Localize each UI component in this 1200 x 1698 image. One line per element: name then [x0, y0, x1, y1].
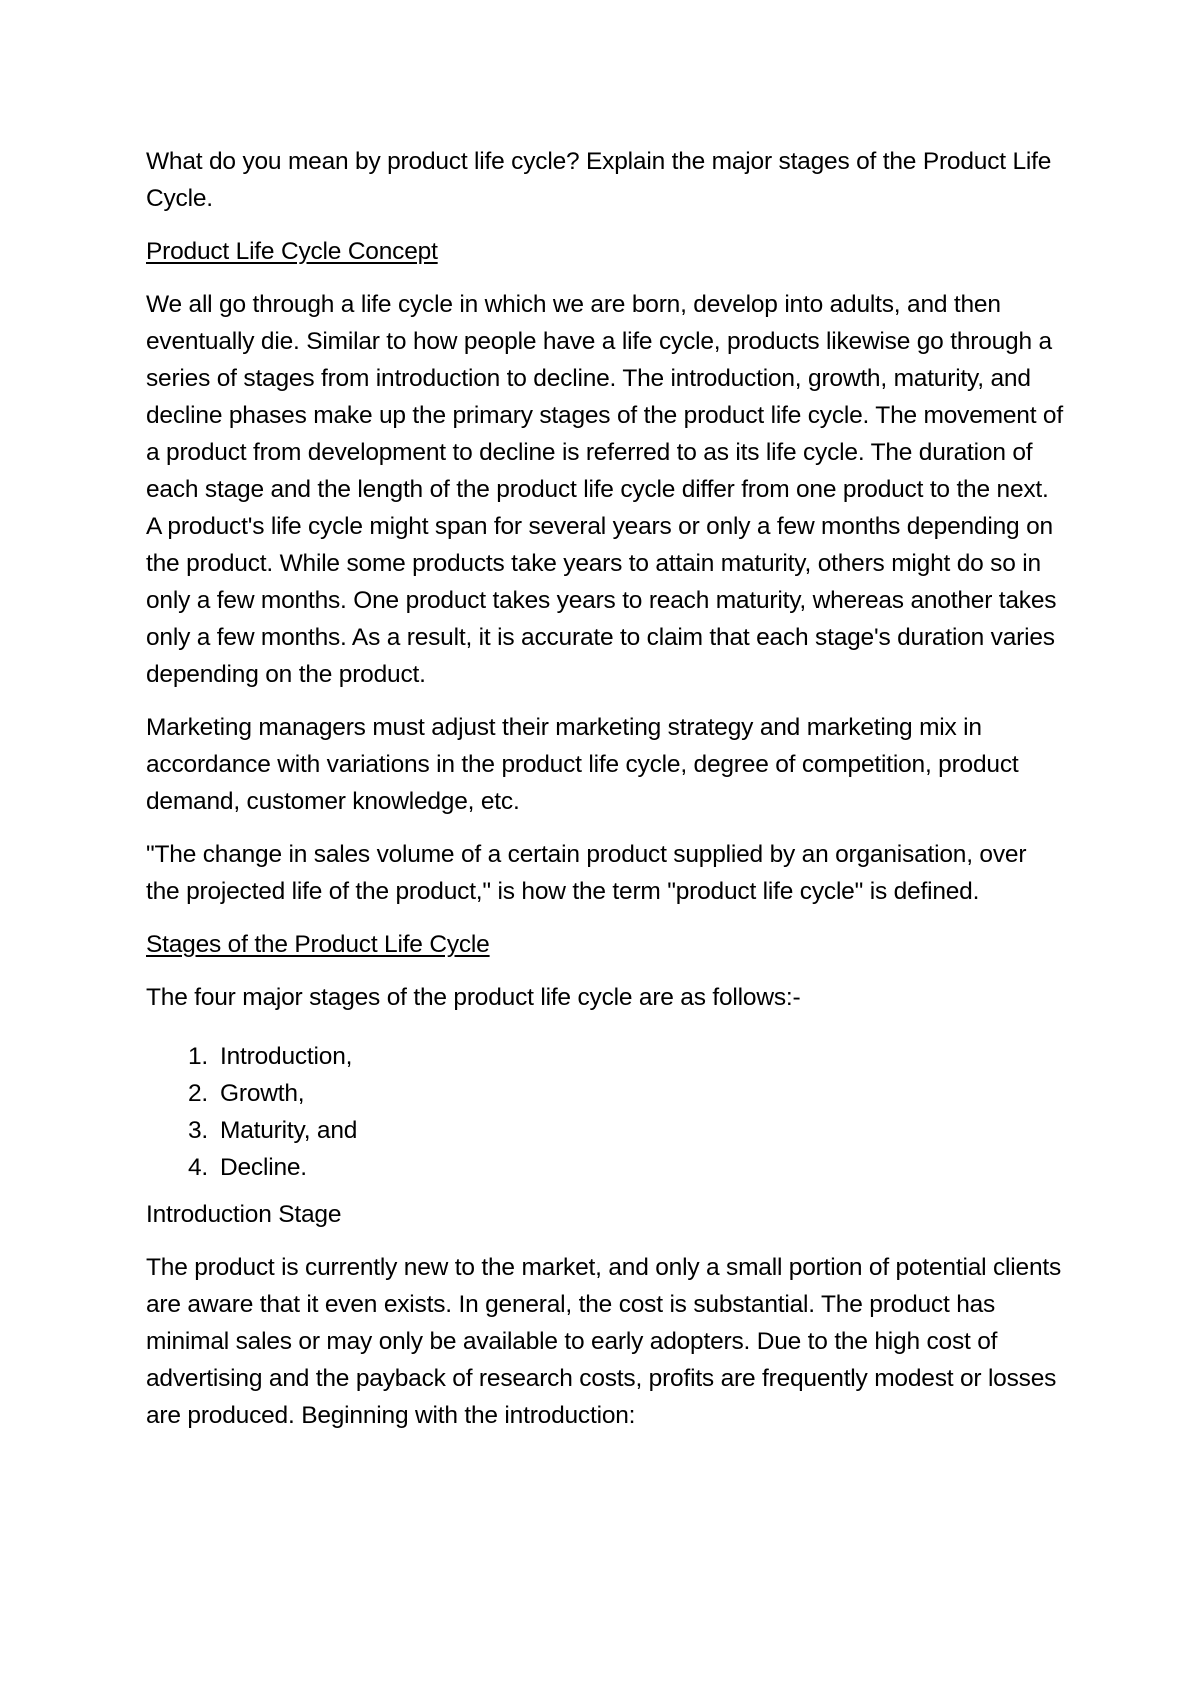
- paragraph-concept-1: We all go through a life cycle in which we are born, develop into adults, and then eventually die. Similar to how people have a life cycle, products likewise go through a series of stages from introduction to decline. The introduction, growth, maturity, and decline phases make up the primary stages of the product life cycle. The movement of a product from development to decline is referred to as its life cycle. The duration of each stage and the length of the product life cycle differ from one product to the next. A product's life cycle might span for several years or only a few months depending on the product. While some products take years to attain maturity, others might do so in only a few months. One product takes years to reach maturity, whereas another takes only a few months. As a result, it is accurate to claim that each stage's duration varies depending on the product.: [146, 291, 1063, 688]
- stages-list: [146, 1038, 1066, 1186]
- list-item-number: 2.: [187, 1080, 208, 1107]
- list-item-label: Decline.: [220, 1154, 307, 1181]
- list-item: [146, 1112, 1066, 1149]
- list-item-label: Introduction,: [220, 1043, 353, 1070]
- stages-list-wrap: [146, 1038, 1066, 1186]
- question-text: What do you mean by product life cycle? Explain the major stages of the Product Life Cycle.: [146, 148, 1052, 212]
- list-item-label: Maturity, and: [220, 1117, 358, 1144]
- list-item: [146, 1038, 1066, 1075]
- paragraph-concept-2: Marketing managers must adjust their marketing strategy and marketing mix in accordance with variations in the product life cycle, degree of competition, product demand, customer knowledge, etc.: [146, 714, 1019, 815]
- list-item-number: 1.: [187, 1043, 208, 1070]
- list-item: [146, 1149, 1066, 1186]
- document-body: [146, 143, 1066, 1450]
- paragraph-concept-3: "The change in sales volume of a certain product supplied by an organisation, over the projected life of the product," is how the term "product life cycle" is defined.: [146, 841, 1027, 905]
- list-item: [146, 1075, 1066, 1112]
- section-heading-concept: Product Life Cycle Concept: [146, 238, 438, 265]
- stages-intro: The four major stages of the product life cycle are as follows:-: [146, 984, 801, 1011]
- list-item-label: Growth,: [220, 1080, 305, 1107]
- paragraph-introduction-stage: The product is currently new to the market, and only a small portion of potential clients are aware that it even exists. In general, the cost is substantial. The product has minimal sales or may only be available to early adopters. Due to the high cost of advertising and the payback of research costs, profits are frequently modest or losses are produced. Beginning with the introduction:: [146, 1254, 1062, 1429]
- list-item-number: 3.: [187, 1117, 208, 1144]
- section-heading-introduction-stage: Introduction Stage: [146, 1201, 342, 1228]
- list-item-number: 4.: [187, 1154, 208, 1181]
- section-heading-stages: Stages of the Product Life Cycle: [146, 931, 490, 958]
